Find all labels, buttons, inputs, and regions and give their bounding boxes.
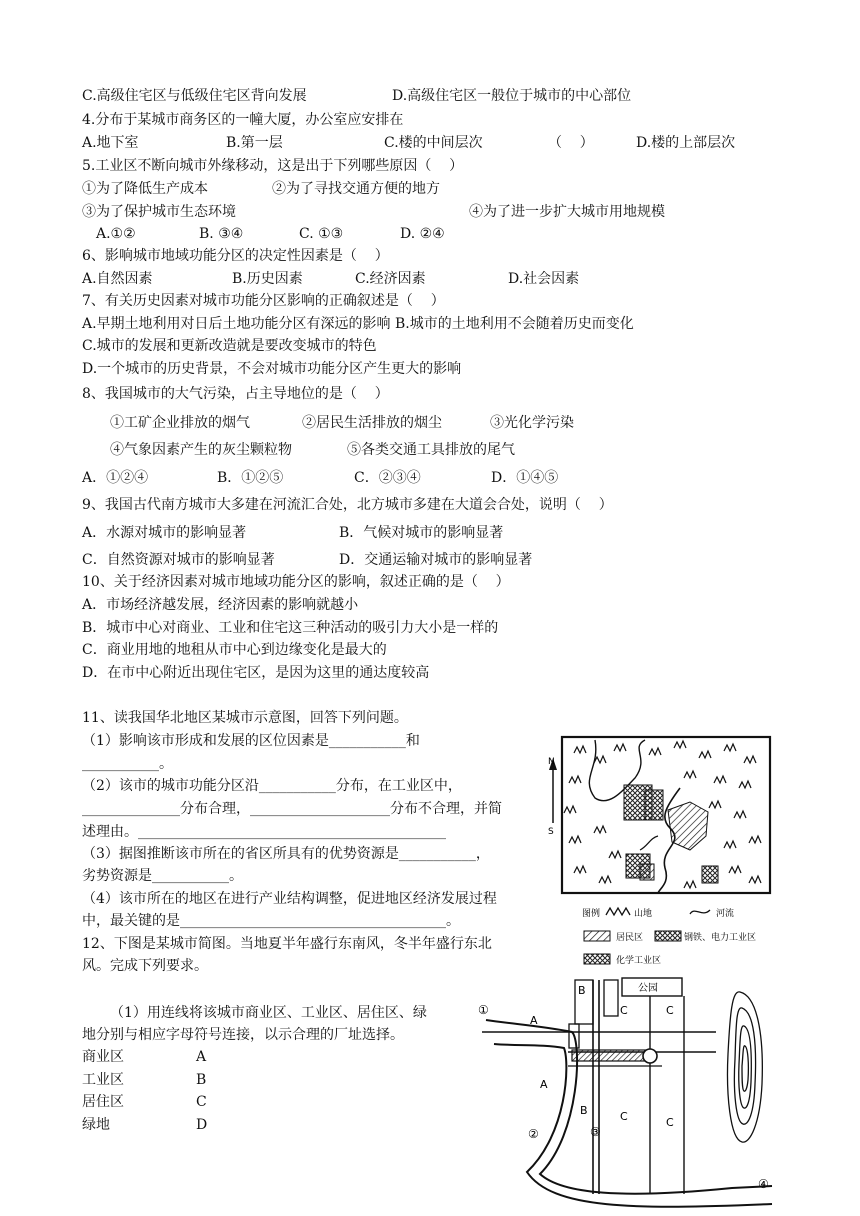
q8-statement-1: ①工矿企业排放的烟气 bbox=[110, 415, 250, 431]
question-11: 11、读我国华北地区某城市示意图，回答下列问题。 bbox=[82, 710, 408, 726]
zone-label-c-4: C bbox=[666, 1116, 674, 1129]
site-marker-4: ④ bbox=[758, 1177, 769, 1191]
legend-residential: 居民区 bbox=[616, 933, 644, 943]
residential-legend-swatch bbox=[584, 931, 610, 941]
q10-option-a: A．市场经济越发展，经济因素的影响就越小 bbox=[82, 597, 359, 613]
q5-option-c: C. ①③ bbox=[299, 226, 344, 242]
match-letter-2: B bbox=[196, 1072, 207, 1088]
q8-option-d: D．①④⑤ bbox=[491, 470, 559, 486]
q4-option-d: D.楼的上部层次 bbox=[636, 135, 736, 151]
zone-label-a-top: A bbox=[530, 1014, 538, 1027]
question-5: 5.工业区不断向城市外缘移动，这是出于下列哪些原因（ ） bbox=[82, 158, 464, 174]
q8-statement-2: ②居民生活排放的烟尘 bbox=[302, 415, 442, 431]
q5-option-b: B. ③④ bbox=[199, 226, 244, 242]
option-line: D.高级住宅区一般位于城市的中心部位 bbox=[392, 88, 632, 104]
q7-option-ab: A.早期土地利用对日后土地功能分区有深远的影响 B.城市的土地利用不会随着历史而变化 bbox=[82, 316, 634, 332]
match-letter-4: D bbox=[196, 1117, 208, 1133]
q11-part-3-line-2: 劣势资源是___________。 bbox=[82, 868, 243, 884]
match-zone-2: 工业区 bbox=[82, 1072, 124, 1088]
south-label: S bbox=[548, 827, 554, 837]
q12-part-1-line-1: （1）用连线将该城市商业区、工业区、居住区、绿 bbox=[110, 1005, 427, 1021]
q5-option-a: A.①② bbox=[96, 226, 136, 242]
q5-statement-3: ③为了保护城市生态环境 bbox=[82, 204, 236, 220]
question-12-line-1: 12、下图是某城市简图。当地夏半年盛行东南风，冬半年盛行东北 bbox=[82, 936, 492, 952]
q9-option-a: A．水源对城市的影响显著 bbox=[82, 525, 247, 541]
option-line: C.高级住宅区与低级住宅区背向发展 bbox=[82, 88, 307, 104]
central-district bbox=[572, 1050, 652, 1061]
roundabout bbox=[643, 1049, 657, 1063]
zone-label-a-mid: A bbox=[540, 1078, 548, 1091]
q11-part-2-line-1: （2）该市的城市功能分区沿___________分布，在工业区中， bbox=[82, 778, 462, 794]
site-marker-2: ② bbox=[528, 1127, 539, 1141]
zone-label-c-1: C bbox=[620, 1004, 628, 1017]
match-zone-1: 商业区 bbox=[82, 1049, 124, 1065]
north-label: N bbox=[548, 757, 555, 767]
q8-option-c: C．②③④ bbox=[354, 470, 421, 486]
q5-statement-2: ②为了寻找交通方便的地方 bbox=[272, 181, 440, 197]
q8-option-a: A．①②④ bbox=[82, 470, 149, 486]
mountain-contours bbox=[728, 992, 763, 1142]
zone-label-c-2: C bbox=[666, 1004, 674, 1017]
q6-option-a: A.自然因素 bbox=[82, 271, 153, 287]
q11-part-3-line-1: （3）据图推断该市所在的省区所具有的优势资源是___________， bbox=[82, 846, 490, 862]
question-4: 4.分布于某城市商务区的一幢大厦，办公室应安排在 bbox=[82, 112, 404, 128]
q9-option-c: C．自然资源对城市的影响显著 bbox=[82, 552, 275, 568]
park-label: 公园 bbox=[638, 983, 658, 994]
q4-option-b: B.第一层 bbox=[226, 135, 283, 151]
zone-label-c-3: C bbox=[620, 1110, 628, 1123]
q10-option-d: D．在市中心附近出现住宅区，是因为这里的通达度较高 bbox=[82, 665, 430, 681]
legend-chemical: 化学工业区 bbox=[616, 956, 662, 966]
match-zone-3: 居住区 bbox=[82, 1094, 124, 1110]
q9-option-d: D．交通运输对城市的影响显著 bbox=[339, 552, 533, 568]
city-map-north-china bbox=[540, 728, 790, 980]
city-sketch-map bbox=[472, 974, 776, 1210]
match-letter-3: C bbox=[196, 1094, 207, 1110]
q10-option-c: C．商业用地的地租从市中心到边缘变化是最大的 bbox=[82, 642, 387, 658]
q6-option-b: B.历史因素 bbox=[232, 271, 303, 287]
q11-part-4-line-1: （4）该市所在的地区在进行产业结构调整，促进地区经济发展过程 bbox=[82, 891, 497, 907]
zone-label-b-top: B bbox=[578, 984, 586, 997]
steel-legend-swatch bbox=[655, 931, 681, 941]
q10-option-b: B．城市中心对商业、工业和住宅这三种活动的吸引力大小是一样的 bbox=[82, 620, 499, 636]
steel-zone bbox=[702, 866, 718, 883]
match-zone-4: 绿地 bbox=[82, 1117, 110, 1133]
q7-option-d: D.一个城市的历史背景，不会对城市功能分区产生更大的影响 bbox=[82, 361, 462, 377]
mountain-legend-icon bbox=[606, 908, 630, 915]
north-arrow-icon bbox=[549, 758, 557, 823]
q12-part-1-line-2: 地分别与相应字母符号连接，以示合理的厂址选择。 bbox=[82, 1027, 404, 1043]
river-legend-icon bbox=[690, 910, 710, 914]
question-8: 8、我国城市的大气污染，占主导地位的是（ ） bbox=[82, 386, 389, 402]
q11-part-1-line-1: （1）影响该市形成和发展的区位因素是___________和 bbox=[82, 733, 420, 749]
question-7: 7、有关历史因素对城市功能分区影响的正确叙述是（ ） bbox=[82, 293, 445, 309]
q8-statement-5: ⑤各类交通工具排放的尾气 bbox=[347, 442, 515, 458]
q5-statement-1: ①为了降低生产成本 bbox=[82, 181, 208, 197]
q7-option-c: C.城市的发展和更新改造就是要改变城市的特色 bbox=[82, 338, 377, 354]
q11-part-2-line-2: ______________分布合理，____________________分布不合理，并简 bbox=[82, 801, 502, 817]
q5-statement-4: ④为了进一步扩大城市用地规模 bbox=[469, 204, 665, 220]
question-12-line-2: 风。完成下列要求。 bbox=[82, 958, 208, 974]
q8-statement-4: ④气象因素产生的灰尘颗粒物 bbox=[110, 442, 292, 458]
legend-mountain: 山地 bbox=[634, 909, 653, 919]
q8-option-b: B．①②⑤ bbox=[217, 470, 284, 486]
question-9: 9、我国古代南方城市大多建在河流汇合处，北方城市多建在大道会合处，说明（ ） bbox=[82, 497, 613, 513]
q11-part-4-line-2: 中，最关键的是______________________________________。 bbox=[82, 913, 460, 929]
legend-title: 图例 bbox=[582, 909, 601, 919]
legend-river: 河流 bbox=[716, 909, 735, 919]
legend-steel: 钢铁、电力工业区 bbox=[684, 933, 757, 943]
q4-option-c: C.楼的中间层次 bbox=[384, 135, 483, 151]
chemical-legend-swatch bbox=[584, 954, 610, 964]
q9-option-b: B．气候对城市的影响显著 bbox=[339, 525, 504, 541]
question-10: 10、关于经济因素对城市地域功能分区的影响，叙述正确的是（ ） bbox=[82, 574, 510, 590]
question-6: 6、影响城市地域功能分区的决定性因素是（ ） bbox=[82, 248, 389, 264]
site-marker-1: ① bbox=[478, 1003, 489, 1017]
q5-option-d: D. ②④ bbox=[400, 226, 445, 242]
q8-statement-3: ③光化学污染 bbox=[490, 415, 574, 431]
q6-option-d: D.社会因素 bbox=[508, 271, 580, 287]
q4-option-a: A.地下室 bbox=[82, 135, 139, 151]
q11-part-1-line-2: ___________。 bbox=[82, 756, 173, 772]
zone-label-b-mid: B bbox=[580, 1104, 588, 1117]
q11-part-2-line-3: 述理由。____________________________________________ bbox=[82, 824, 446, 840]
match-letter-1: A bbox=[196, 1049, 207, 1065]
q6-option-c: C.经济因素 bbox=[355, 271, 426, 287]
q4-answer-paren: （ ） bbox=[548, 135, 594, 151]
site-marker-3: ③ bbox=[590, 1125, 601, 1139]
